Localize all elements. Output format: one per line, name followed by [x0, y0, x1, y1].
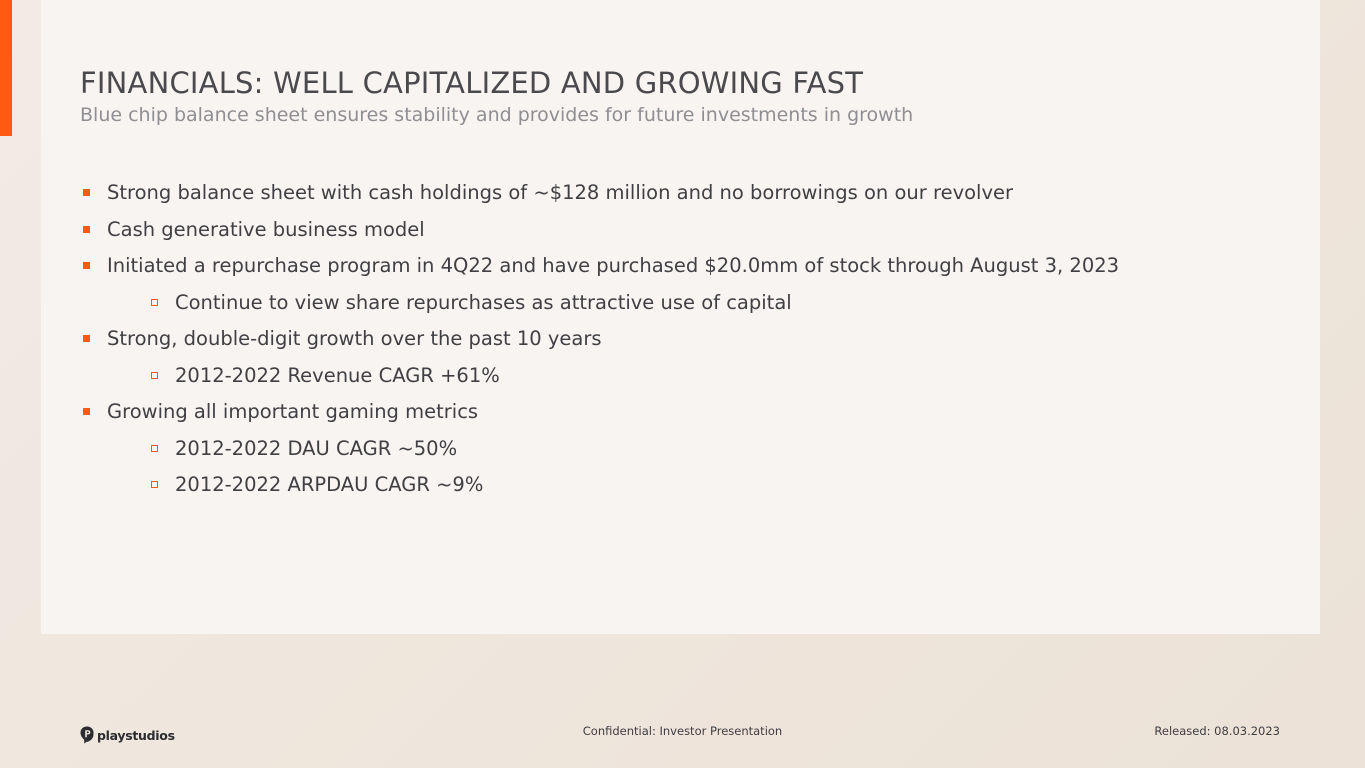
footer	[0, 718, 1365, 748]
bullet-text: Strong balance sheet with cash holdings of ~$128 million and no borrowings on our revolver	[107, 181, 1014, 204]
bullet-item	[80, 394, 1119, 431]
sub-bullet-item	[80, 431, 1119, 468]
slide-title: FINANCIALS: WELL CAPITALIZED AND GROWING FAST	[80, 66, 864, 100]
bullet-item	[80, 248, 1119, 285]
square-bullet-icon	[83, 189, 90, 196]
sub-bullet-text: Continue to view share repurchases as attractive use of capital	[175, 290, 792, 314]
hollow-square-bullet-icon	[151, 481, 158, 488]
confidential-label: Confidential: Investor Presentation	[582, 724, 783, 738]
slide-subtitle: Blue chip balance sheet ensures stability and provides for future investments in growth	[80, 104, 914, 126]
bullet-item	[80, 175, 1119, 212]
sub-bullet-text: 2012-2022 ARPDAU CAGR ~9%	[175, 473, 484, 496]
release-date: Released: 08.03.2023	[1154, 724, 1280, 738]
sub-bullet-text: 2012-2022 Revenue CAGR +61%	[175, 363, 500, 387]
square-bullet-icon	[83, 226, 90, 233]
bullet-list	[80, 175, 1119, 504]
sub-bullet-item	[80, 467, 1119, 504]
hollow-square-bullet-icon	[151, 372, 158, 379]
bullet-text: Strong, double-digit growth over the past 10 years	[107, 327, 602, 350]
logo-wordmark: playstudios	[97, 727, 175, 743]
square-bullet-icon	[83, 262, 90, 269]
hollow-square-bullet-icon	[151, 299, 158, 306]
accent-bar	[0, 0, 12, 136]
square-bullet-icon	[83, 408, 90, 415]
bullet-item	[80, 212, 1119, 249]
bullet-text: Cash generative business model	[107, 217, 425, 241]
sub-bullet-item	[80, 358, 1119, 395]
sub-bullet-item	[80, 285, 1119, 322]
bullet-text: Growing all important gaming metrics	[107, 400, 479, 423]
bullet-text: Initiated a repurchase program in 4Q22 and have purchased $20.0mm of stock through August 3, 2023	[107, 254, 1120, 277]
content-panel	[41, 0, 1320, 634]
hollow-square-bullet-icon	[151, 445, 158, 452]
bullet-item	[80, 321, 1119, 358]
square-bullet-icon	[83, 335, 90, 342]
sub-bullet-text: 2012-2022 DAU CAGR ~50%	[175, 436, 458, 460]
